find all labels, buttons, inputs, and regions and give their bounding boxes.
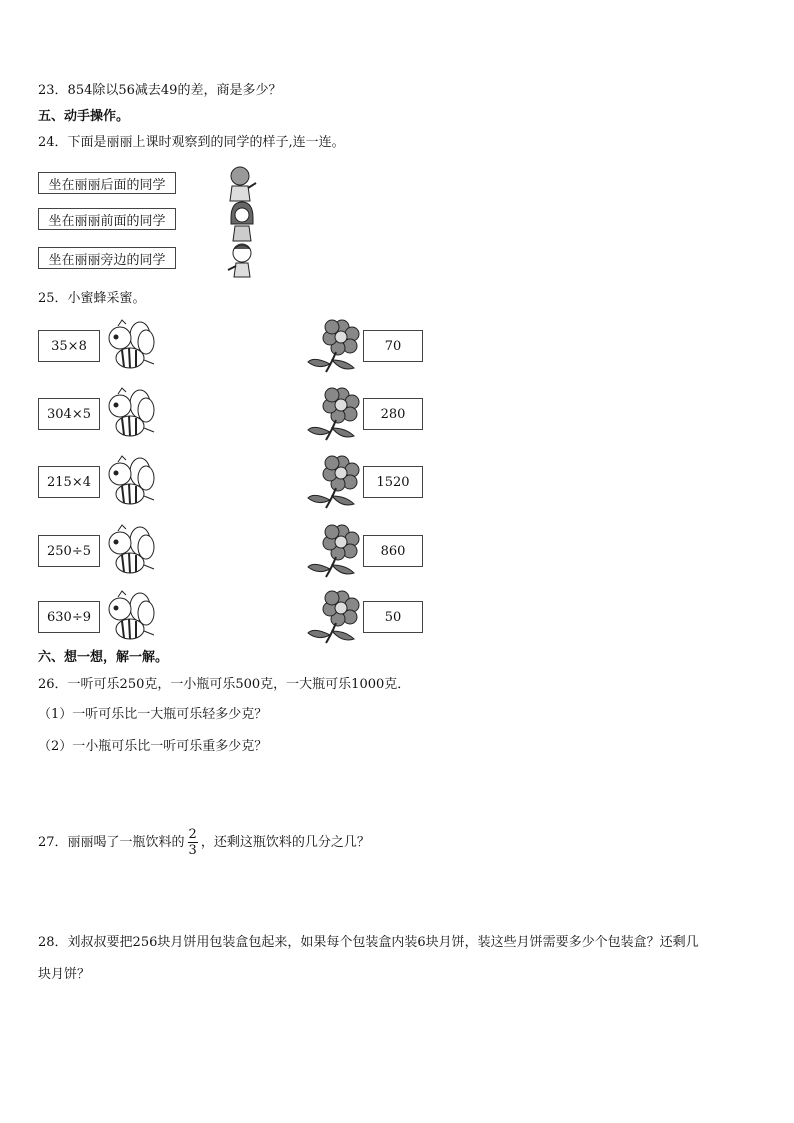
flower-image bbox=[304, 386, 360, 442]
question-23: 23．854除以56减去49的差，商是多少？ bbox=[38, 83, 282, 98]
question-27-text-end: ，还剩这瓶饮料的几分之几？ bbox=[200, 835, 370, 850]
question-26-part-2: （2）一小瓶可乐比一听可乐重多少克？ bbox=[38, 739, 268, 754]
fraction-two-thirds bbox=[188, 827, 198, 858]
q24-option-behind: 坐在丽丽后面的同学 bbox=[38, 172, 176, 194]
bee-expression-4: 250÷5 bbox=[38, 535, 100, 567]
bee-image bbox=[102, 386, 158, 442]
section-6-heading: 六、想一想，解一解。 bbox=[38, 650, 169, 665]
fraction-denominator: 3 bbox=[188, 843, 197, 858]
bee-image bbox=[102, 523, 158, 579]
flower-image bbox=[304, 318, 360, 374]
question-24: 24．下面是丽丽上课时观察到的同学的样子,连一连。 bbox=[38, 135, 345, 150]
question-28-line-2: 块月饼？ bbox=[38, 967, 91, 982]
flower-image bbox=[304, 523, 360, 579]
bee-expression-5: 630÷9 bbox=[38, 601, 100, 633]
flower-value-1: 70 bbox=[363, 330, 423, 362]
question-27-text-start: 27．丽丽喝了一瓶饮料的 bbox=[38, 835, 185, 850]
fraction-numerator: 2 bbox=[188, 827, 197, 842]
bee-expression-2: 304×5 bbox=[38, 398, 100, 430]
question-26-part-1: （1）一听可乐比一大瓶可乐轻多少克？ bbox=[38, 707, 268, 722]
q24-option-front: 坐在丽丽前面的同学 bbox=[38, 208, 176, 230]
flower-value-4: 860 bbox=[363, 535, 423, 567]
flower-image bbox=[304, 454, 360, 510]
flower-value-2: 280 bbox=[363, 398, 423, 430]
student-side-view-image bbox=[225, 241, 259, 279]
section-5-heading: 五、动手操作。 bbox=[38, 109, 130, 124]
question-28-line-1: 28．刘叔叔要把256块月饼用包装盒包起来，如果每个包装盒内装6块月饼，装这些月饼需要多少个包装盒？还剩几 bbox=[38, 935, 699, 950]
q24-option-beside: 坐在丽丽旁边的同学 bbox=[38, 247, 176, 269]
bee-image bbox=[102, 318, 158, 374]
question-26: 26．一听可乐250克，一小瓶可乐500克，一大瓶可乐1000克． bbox=[38, 677, 411, 692]
student-front-view-image bbox=[225, 200, 259, 242]
question-25: 25．小蜜蜂采蜜。 bbox=[38, 291, 146, 306]
flower-value-5: 50 bbox=[363, 601, 423, 633]
bee-expression-3: 215×4 bbox=[38, 466, 100, 498]
bee-expression-1: 35×8 bbox=[38, 330, 100, 362]
flower-image bbox=[304, 589, 360, 645]
bee-image bbox=[102, 589, 158, 645]
question-27 bbox=[38, 826, 370, 860]
flower-value-3: 1520 bbox=[363, 466, 423, 498]
bee-image bbox=[102, 454, 158, 510]
student-back-view-image bbox=[220, 163, 260, 203]
